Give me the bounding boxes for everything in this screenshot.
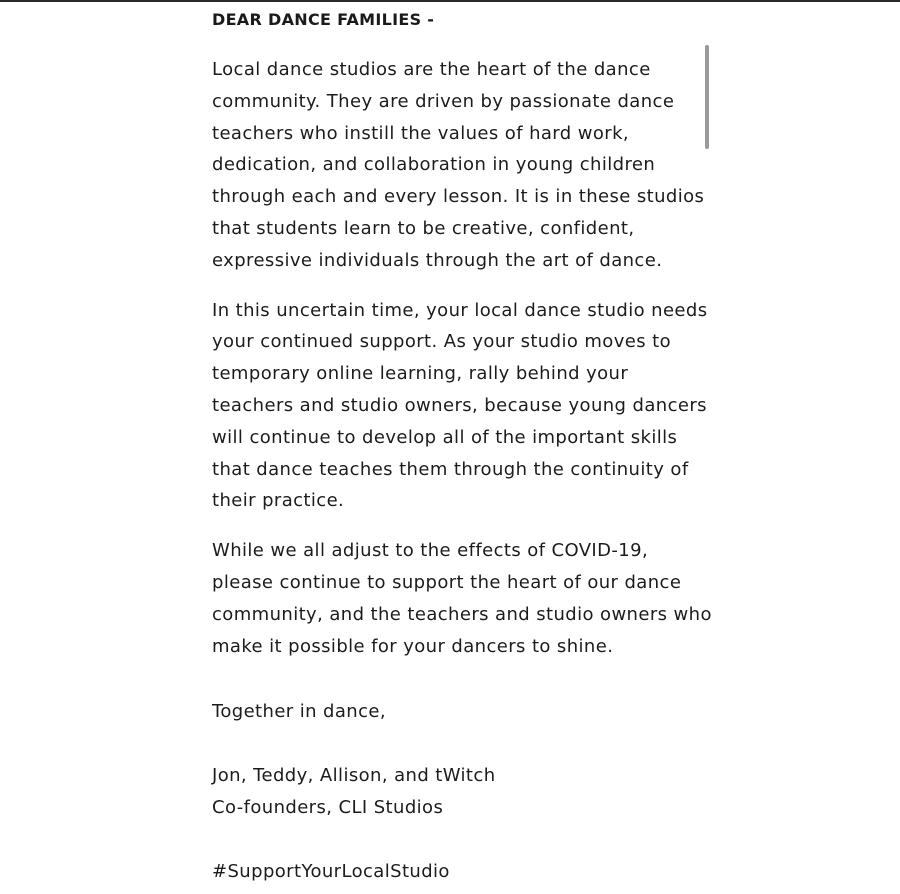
text-line: temporary online learning, rally behind your [212, 363, 629, 385]
text-line: your continued support. As your studio moves to [212, 331, 672, 353]
paragraph-3 [212, 535, 712, 662]
text-line: teachers and studio owners, because young dancers [212, 394, 707, 416]
signature-names: Jon, Teddy, Allison, and tWitch [212, 765, 496, 787]
text-line: that students learn to be creative, confident, [212, 217, 635, 239]
top-divider [0, 0, 900, 2]
text-line: dedication, and collaboration in young children [212, 154, 656, 176]
text-line: their practice. [212, 490, 345, 512]
letter-heading: DEAR DANCE FAMILIES - [212, 10, 435, 29]
text-line: community, and the teachers and studio owners who [212, 603, 712, 625]
scrollbar-thumb[interactable] [705, 45, 709, 149]
text-line: In this uncertain time, your local dance studio needs [212, 299, 708, 321]
text-line: make it possible for your dancers to shine. [212, 635, 614, 657]
text-line: through each and every lesson. It is in these studios [212, 186, 705, 208]
text-line: community. They are driven by passionate dance [212, 90, 675, 112]
text-line: that dance teaches them through the continuity of [212, 458, 689, 480]
letter-body [212, 10, 712, 888]
text-line: Local dance studios are the heart of the dance [212, 59, 651, 80]
closing-line: Together in dance, [212, 701, 386, 723]
signature-title: Co-founders, CLI Studios [212, 796, 444, 818]
text-line: please continue to support the heart of our dance [212, 571, 682, 593]
paragraph-1 [212, 54, 705, 277]
paragraph-2 [212, 295, 708, 518]
hashtag[interactable]: #SupportYourLocalStudio [212, 860, 450, 882]
text-line: teachers who instill the values of hard work, [212, 122, 630, 144]
text-line: While we all adjust to the effects of COVID-19, [212, 540, 649, 562]
text-line: will continue to develop all of the important skills [212, 426, 678, 448]
text-line: expressive individuals through the art of dance. [212, 249, 663, 271]
